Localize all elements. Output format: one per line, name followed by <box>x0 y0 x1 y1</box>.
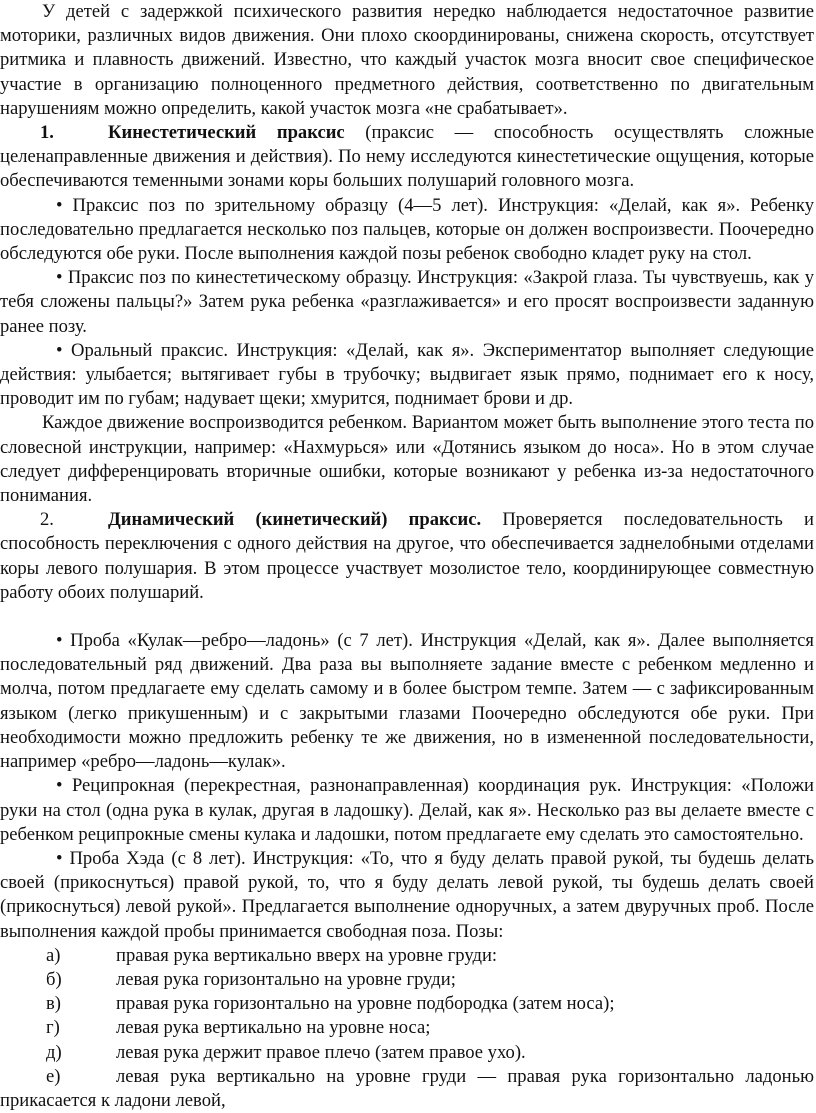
pose-text: левая рука держит правое плечо (затем правое ухо). <box>116 1041 526 1063</box>
section-1-term: Кинестетический праксис <box>108 122 345 144</box>
pose-letter: г) <box>46 1017 60 1039</box>
intro-paragraph: У детей с задержкой психического развития нередко наблюдается недостаточное развитие моторики, различных видов движения. Они плохо скоординированы, снижена скорость, отсутствует ритмика и плавность движений. Известно, что каждый участок мозга вносит свое специфическое участие в организацию полноценного предметного действия, соответственно по двигательным нарушениям можно определить, какой участок мозга «не срабатывает». <box>0 1 814 119</box>
pose-letter: в) <box>46 993 61 1015</box>
pose-text: правая рука вертикально вверх на уровне груди: <box>116 944 498 966</box>
section-1-item-1: • Праксис поз по зрительному образцу (4—5 лет). Инструкция: «Делай, как я». Ребенку последовательно предлагается несколько поз пальцев, которые он должен воспроизвести. Поочередно обследуются обе руки. После выполнения каждой позы ребенок свободно кладет руку на стол. <box>0 194 814 265</box>
section-1-item-2: • Праксис поз по кинестетическому образцу. Инструкция: «Закрой глаза. Ты чувствуешь, как у тебя сложены пальцы?» Затем рука ребенка «разглаживается» и его просят воспроизвести заданную ранее позу. <box>0 267 814 337</box>
section-1-heading-paragraph <box>0 121 814 194</box>
section-1-item-3: • Оральный праксис. Инструкция: «Делай, как я». Экспериментатор выполняет следующие действия: улыбается; вытягивает губы в трубочку; выдвигает язык прямо, поднимает его к носу, проводит им по губам; надувает щеки; хмурится, поднимает брови и др. <box>0 339 814 410</box>
section-2-item-3: • Проба Хэда (с 8 лет). Инструкция: «То, что я буду делать правой рукой, ты будешь делать своей (прикоснуться) правой рукой, то, что я буду делать левой рукой, ты будешь делать своей (прикоснуться) левой рукой». Предлагается выполнение одноручных, а затем двуручных проб. После выполнения каждой пробы принимается свободная поза. Позы: <box>0 847 814 942</box>
section-1-note: Каждое движение воспроизводится ребенком. Вариантом может быть выполнение этого теста по словесной инструкции, например: «Нахмурься» или «Дотянись языком до носа». Но в этом случае следует дифференцировать вторичные ошибки, которые возникают у ребенка из-за недостаточного понимания. <box>0 412 814 507</box>
pose-text: правая рука горизонтально на уровне подбородка (затем носа); <box>116 993 615 1015</box>
section-2-item-2: • Реципрокная (перекрестная, разнонаправленная) координация рук. Инструкция: «Положи руки на стол (одна рука в кулак, другая в ладошку). Делай, как я». Несколько раз вы делаете вместе с ребенком реципрокные смены кулака и ладошки, потом предлагаете ему сделать это самостоятельно. <box>0 775 814 845</box>
pose-item-a <box>0 944 814 968</box>
section-2-item-1: • Проба «Кулак—ребро—ладонь» (с 7 лет). Инструкция «Делай, как я». Далее выполняется последовательный ряд движений. Два раза вы выполняете задание вместе с ребенком медленно и молча, потом предлагаете ему сделать самому и в более быстром темпе. Затем — с зафиксированным языком (легко прикушенным) и с закрытыми глазами Поочередно обследуются обе руки. При необходимости можно предложить ребенку те же движения, но в измененной последовательности, например «ребро—ладонь—кулак». <box>0 630 814 773</box>
section-2-text: Проверяется последовательность и способность переключения с одного действия на другое, что обеспечивается заднелобными отделами коры левого полушария. В этом процессе участвует мозолистое тело, координирующее совместную работу обоих полушарий. <box>0 509 815 603</box>
pose-item-v <box>0 992 814 1016</box>
pose-text: левая рука горизонтально на уровне груди; <box>116 968 456 990</box>
pose-text: левая рука вертикально на уровне носа; <box>116 1017 431 1039</box>
pose-letter: д) <box>46 1041 62 1063</box>
pose-item-e <box>0 1065 814 1113</box>
section-1-text: (праксис — способность осуществлять сложные целенаправленные движения и действия). По нему исследуются кинестетические ощущения, которые обеспечиваются теменными зонами коры больших полушарий головного мозга. <box>0 122 815 192</box>
pose-item-b <box>0 968 814 992</box>
pose-letter: а) <box>46 944 61 966</box>
blank-line <box>0 605 814 629</box>
section-2-term: Динамический (кинетический) праксис. <box>108 509 482 531</box>
pose-item-g <box>0 1016 814 1040</box>
pose-letter: е) <box>46 1065 61 1087</box>
section-2-number: 2. <box>40 509 54 531</box>
pose-item-d <box>0 1041 814 1065</box>
section-1-number: 1. <box>40 122 54 144</box>
pose-text: левая рука вертикально на уровне груди — правая рука горизонтально ладонью прикасается к ладони левой, <box>0 1065 814 1111</box>
pose-letter: б) <box>46 968 62 990</box>
section-2-heading-paragraph <box>0 508 814 605</box>
